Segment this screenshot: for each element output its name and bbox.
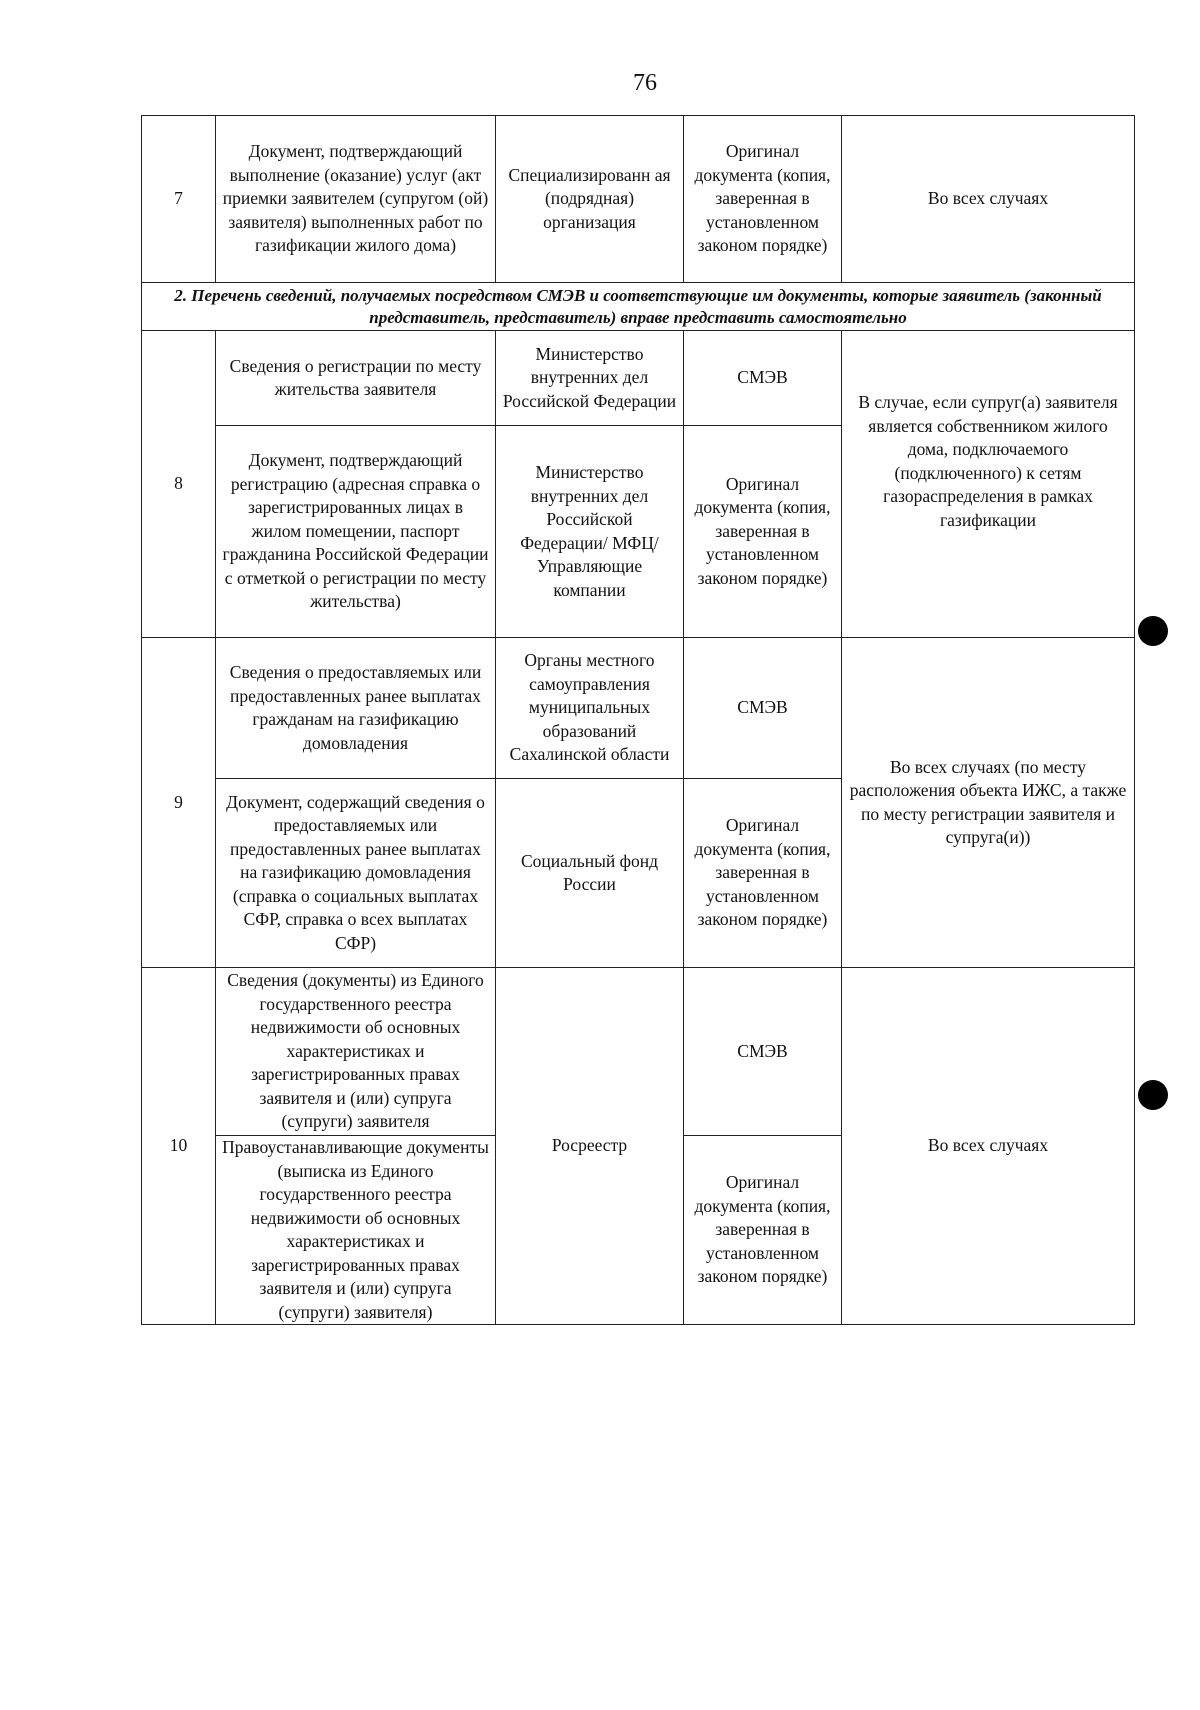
row-7-document: Документ, подтверждающий выполнение (оказание) услуг (акт приемки заявителем (супругом (ой) заявителя) выполненных работ по газификации жилого дома): [216, 116, 496, 283]
row-9a-document: Сведения о предоставляемых или предоставленных ранее выплатах гражданам на газификацию домовладения: [216, 638, 496, 779]
table-row-10a: [142, 968, 1135, 1136]
row-number-8: 8: [142, 331, 216, 638]
table-row-9a: [142, 638, 1135, 779]
row-8a-form: СМЭВ: [684, 331, 842, 426]
row-9b-source: Социальный фонд России: [496, 779, 684, 968]
row-10a-document: Сведения (документы) из Единого государственного реестра недвижимости об основных характеристиках и зарегистрированных правах заявителя и (или) супруга (супруги) заявителя: [216, 968, 496, 1136]
documents-table: [141, 115, 1135, 1325]
row-number-9: 9: [142, 638, 216, 968]
section-2-header-row: [142, 283, 1135, 331]
section-2-title: 2. Перечень сведений, получаемых посредством СМЭВ и соответствующие им документы, которые заявитель (законный представитель, представитель) вправе представить самостоятельно: [142, 283, 1135, 331]
row-10b-form: Оригинал документа (копия, заверенная в установленном законом порядке): [684, 1136, 842, 1325]
page-number: 76: [633, 70, 657, 96]
row-10-cases: Во всех случаях: [842, 968, 1135, 1325]
row-9b-form: Оригинал документа (копия, заверенная в установленном законом порядке): [684, 779, 842, 968]
row-9b-document: Документ, содержащий сведения о предоставляемых или предоставленных ранее выплатах на газификацию домовладения (справка о социальных выплатах СФР, справка о всех выплатах СФР): [216, 779, 496, 968]
row-8b-document: Документ, подтверждающий регистрацию (адресная справка о зарегистрированных лицах в жилом помещении, паспорт гражданина Российской Федерации с отметкой о регистрации по месту жительства): [216, 426, 496, 638]
row-7-cases: Во всех случаях: [842, 116, 1135, 283]
row-8b-form: Оригинал документа (копия, заверенная в установленном законом порядке): [684, 426, 842, 638]
row-10b-document: Правоустанавливающие документы (выписка из Единого государственного реестра недвижимости об основных характеристиках и зарегистрированных правах заявителя и (или) супруга (супруги) заявителя): [216, 1136, 496, 1325]
punch-hole-mark: [1138, 1080, 1168, 1110]
row-9a-source: Органы местного самоуправления муниципальных образований Сахалинской области: [496, 638, 684, 779]
row-8a-document: Сведения о регистрации по месту жительства заявителя: [216, 331, 496, 426]
row-10a-form: СМЭВ: [684, 968, 842, 1136]
row-7-source: Специализированн ая (подрядная) организация: [496, 116, 684, 283]
row-8-cases: В случае, если супруг(а) заявителя является собственником жилого дома, подключаемого (подключенного) к сетям газораспределения в рамках газификации: [842, 331, 1135, 638]
punch-hole-mark: [1138, 616, 1168, 646]
row-9-cases: Во всех случаях (по месту расположения объекта ИЖС, а также по месту регистрации заявителя и супруга(и)): [842, 638, 1135, 968]
row-7-form: Оригинал документа (копия, заверенная в установленном законом порядке): [684, 116, 842, 283]
table-row-7: [142, 116, 1135, 283]
row-number-7: 7: [142, 116, 216, 283]
row-9a-form: СМЭВ: [684, 638, 842, 779]
row-10-source: Росреестр: [496, 968, 684, 1325]
row-number-10: 10: [142, 968, 216, 1325]
table-row-8a: [142, 331, 1135, 426]
row-8b-source: Министерство внутренних дел Российской Федерации/ МФЦ/ Управляющие компании: [496, 426, 684, 638]
row-8a-source: Министерство внутренних дел Российской Федерации: [496, 331, 684, 426]
